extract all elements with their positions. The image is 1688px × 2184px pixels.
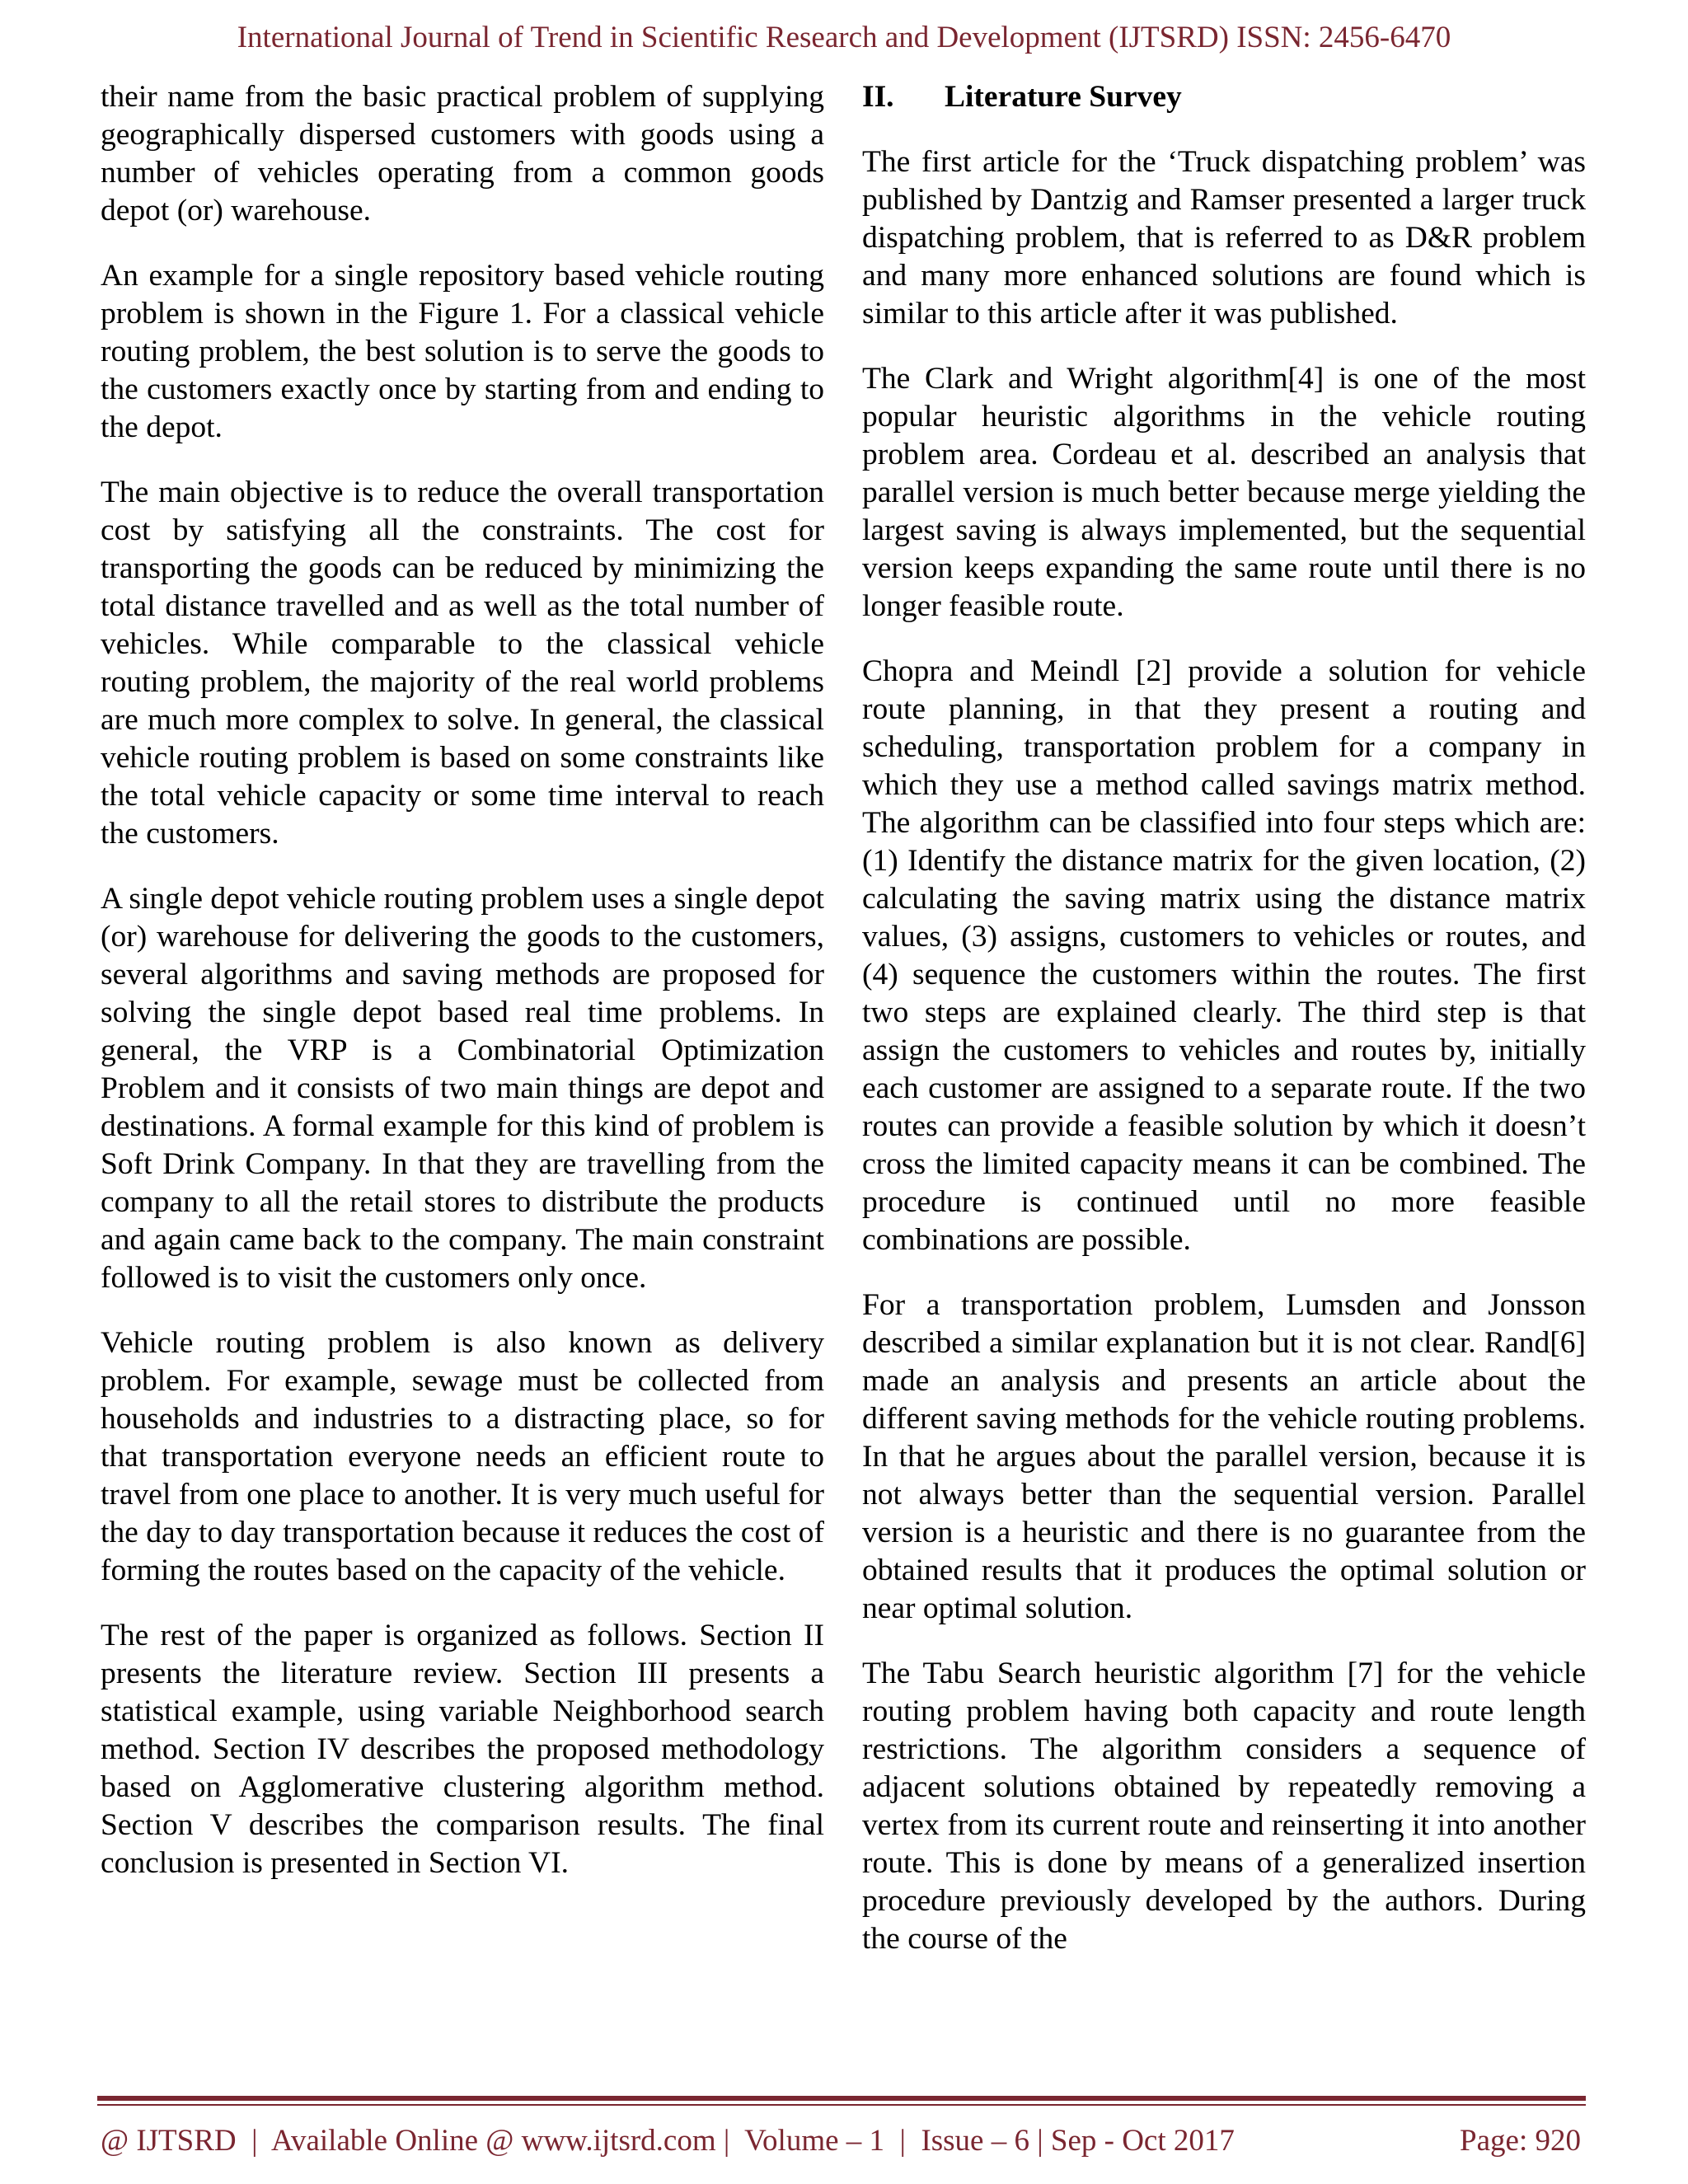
left-column: [101, 78, 824, 1910]
paragraph: The main objective is to reduce the overall transportation cost by satisfying all the constraints. The cost for transporting the goods can be reduced by minimizing the total distance travelled and as well as the total number of vehicles. While comparable to the classical vehicle routing problem, the majority of the real world problems are much more complex to solve. In general, the classical vehicle routing problem is based on some constraints like the total vehicle capacity or some time interval to reach the customers.: [101, 476, 824, 851]
page-footer: [101, 2123, 1581, 2158]
page-number: Page: 920: [1460, 2124, 1581, 2158]
section-number: II.: [862, 80, 894, 114]
paragraph: For a transportation problem, Lumsden and Jonsson described a similar explanation but it is not clear. Rand[6] made an analysis and presents an article about the different saving methods for the vehicle routing problems. In that he argues about the parallel version, because it is not always better than the sequential version. Parallel version is a heuristic and there is no guarantee from the obtained results that it produces the optimal solution or near optimal solution.: [862, 1288, 1586, 1625]
section-heading: [862, 78, 1586, 116]
footer-rule: [97, 2096, 1586, 2101]
paragraph: The rest of the paper is organized as follows. Section II presents the literature review. Section III presents a statistical example, using variable Neighborhood search method. Section IV describes the proposed methodology based on Agglomerative clustering algorithm method. Section V describes the comparison results. The final conclusion is presented in Section VI.: [101, 1619, 824, 1880]
paragraph: Chopra and Meindl [2] provide a solution for vehicle route planning, in that they present a routing and scheduling, transportation problem for a company in which they use a method called savings matrix method. The algorithm can be classified into four steps which are: (1) Identify the distance matrix for the given location, (2) calculating the saving matrix using the distance matrix values, (3) assigns, customers to vehicles or routes, and (4) sequence the customers within the routes. The first two steps are explained clearly. The third step is that assign the customers to vehicles and routes by, initially each customer are assigned to a separate route. If the two routes can provide a feasible solution by which it doesn’t cross the limited capacity means it can be combined. The procedure is continued until no more feasible combinations are possible.: [862, 654, 1586, 1257]
paragraph: The first article for the ‘Truck dispatching problem’ was published by Dantzig and Ramser presented a larger truck dispatching problem, that is referred to as D&R problem and many more enhanced solutions are found which is similar to this article after it was published.: [862, 145, 1586, 330]
paragraph: An example for a single repository based vehicle routing problem is shown in the Figure 1. For a classical vehicle routing problem, the best solution is to serve the goods to the customers exactly once by starting from and ending to the depot.: [101, 259, 824, 444]
paragraph: their name from the basic practical problem of supplying geographically dispersed customers with goods using a number of vehicles operating from a common goods depot (or) warehouse.: [101, 80, 824, 227]
right-column: [862, 78, 1586, 1985]
paragraph: The Clark and Wright algorithm[4] is one of the most popular heuristic algorithms in the vehicle routing problem area. Cordeau et al. described an analysis that parallel version is much better because merge yielding the largest saving is always implemented, but the sequential version keeps expanding the same route until there is no longer feasible route.: [862, 362, 1586, 623]
footer-rule-thin: [97, 2104, 1586, 2106]
section-title: Literature Survey: [945, 80, 1182, 114]
paragraph: The Tabu Search heuristic algorithm [7] for the vehicle routing problem having both capacity and route length restrictions. The algorithm considers a sequence of adjacent solutions obtained by repeatedly removing a vertex from its current route and reinserting it into another route. This is done by means of a generalized insertion procedure previously developed by the authors. During the course of the: [862, 1657, 1586, 1956]
paragraph: A single depot vehicle routing problem uses a single depot (or) warehouse for delivering the goods to the customers, several algorithms and saving methods are proposed for solving the single depot based real time problems. In general, the VRP is a Combinatorial Optimization Problem and it consists of two main things are depot and destinations. A formal example for this kind of problem is Soft Drink Company. In that they are travelling from the company to all the retail stores to distribute the products and again came back to the company. The main constraint followed is to visit the customers only once.: [101, 882, 824, 1295]
paragraph: Vehicle routing problem is also known as delivery problem. For example, sewage must be collected from households and industries to a distracting place, so for that transportation everyone needs an efficient route to travel from one place to another. It is very much useful for the day to day transportation because it reduces the cost of forming the routes based on the capacity of the vehicle.: [101, 1326, 824, 1587]
footer-info: @ IJTSRD | Available Online @ www.ijtsrd.com | Volume – 1 | Issue – 6 | Sep - Oct 2017: [101, 2124, 1235, 2158]
journal-header: International Journal of Trend in Scientific Research and Development (IJTSRD) ISSN: 2456-6470: [237, 21, 1451, 54]
